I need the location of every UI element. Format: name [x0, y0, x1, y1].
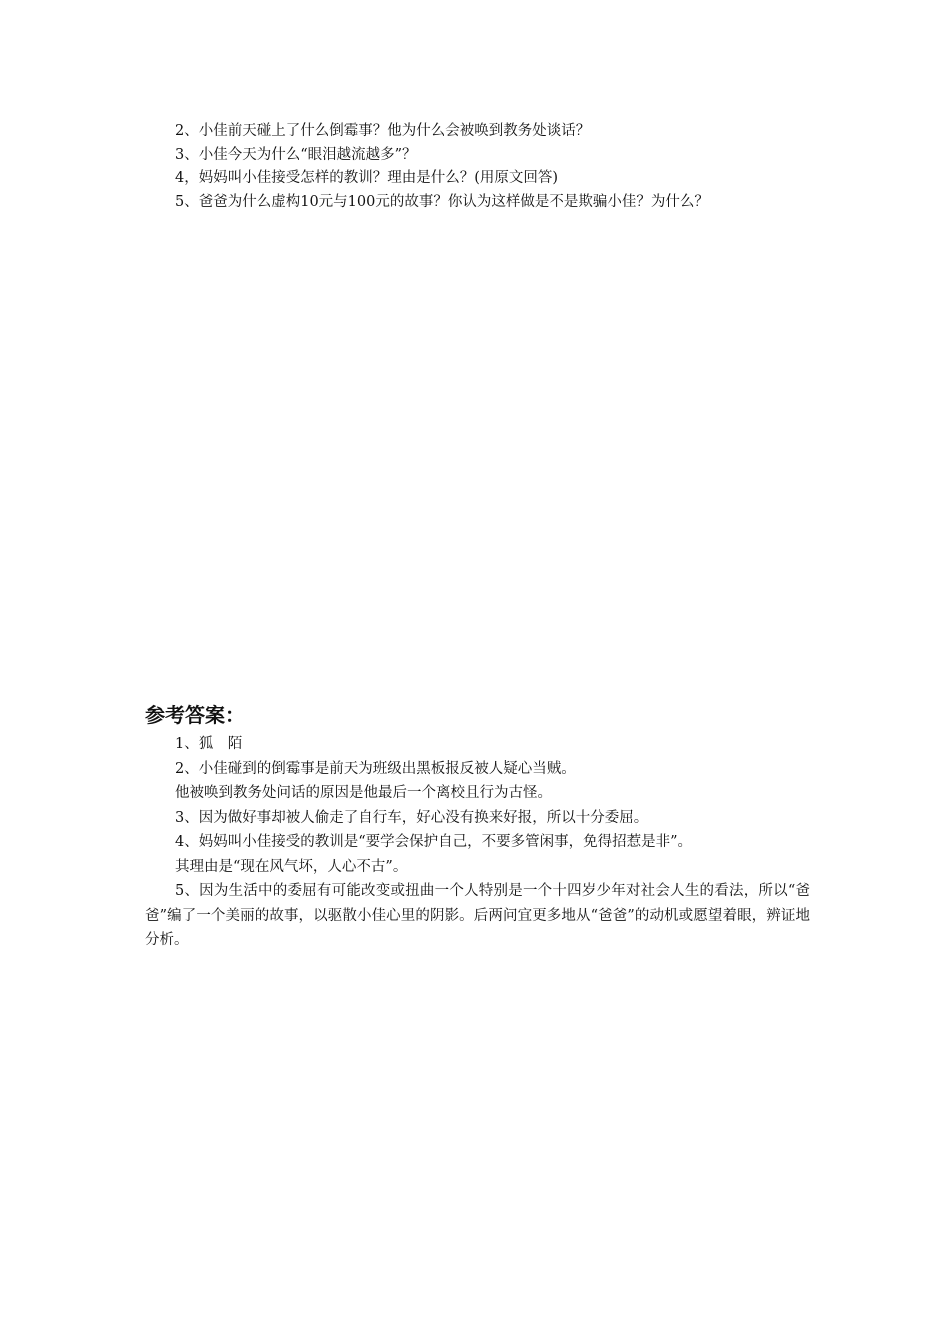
answer-4b: 其理由是“现在风气坏，人心不古”。	[175, 858, 408, 875]
answer-5: 5、因为生活中的委屈有可能改变或扭曲一个人特别是一个十四岁少年对社会人生的看法，所以“爸爸”编了一个美丽的故事，以驱散小佳心里的阴影。后两问宜更多地从“爸爸”的动机或愿望着眼，辨证地分析。	[145, 883, 810, 948]
question-5: 5、爸爸为什么虚构10元与100元的故事？你认为这样做是不是欺骗小佳？为什么？	[175, 193, 709, 210]
answer-2a: 2、小佳碰到的倒霉事是前天为班级出黑板报反被人疑心当贼。	[175, 760, 576, 777]
answer-3: 3、因为做好事却被人偷走了自行车，好心没有换来好报，所以十分委屈。	[175, 809, 649, 826]
question-3: 3、小佳今天为什么“眼泪越流越多”？	[175, 146, 417, 163]
answer-4a: 4、妈妈叫小佳接受的教训是“要学会保护自己，不要多管闲事，免得招惹是非”。	[175, 834, 693, 850]
answer-1: 1、狐 陌	[175, 736, 243, 752]
answers-heading: 参考答案：	[145, 703, 245, 727]
question-list	[145, 120, 825, 214]
question-2: 2、小佳前天碰上了什么倒霉事？他为什么会被唤到教务处谈话？	[175, 123, 591, 139]
answer-list	[145, 732, 810, 953]
question-4: 4，妈妈叫小佳接受怎样的教训？理由是什么？(用原文回答)	[175, 170, 559, 186]
answer-2b: 他被唤到教务处问话的原因是他最后一个离校且行为古怪。	[175, 785, 552, 801]
